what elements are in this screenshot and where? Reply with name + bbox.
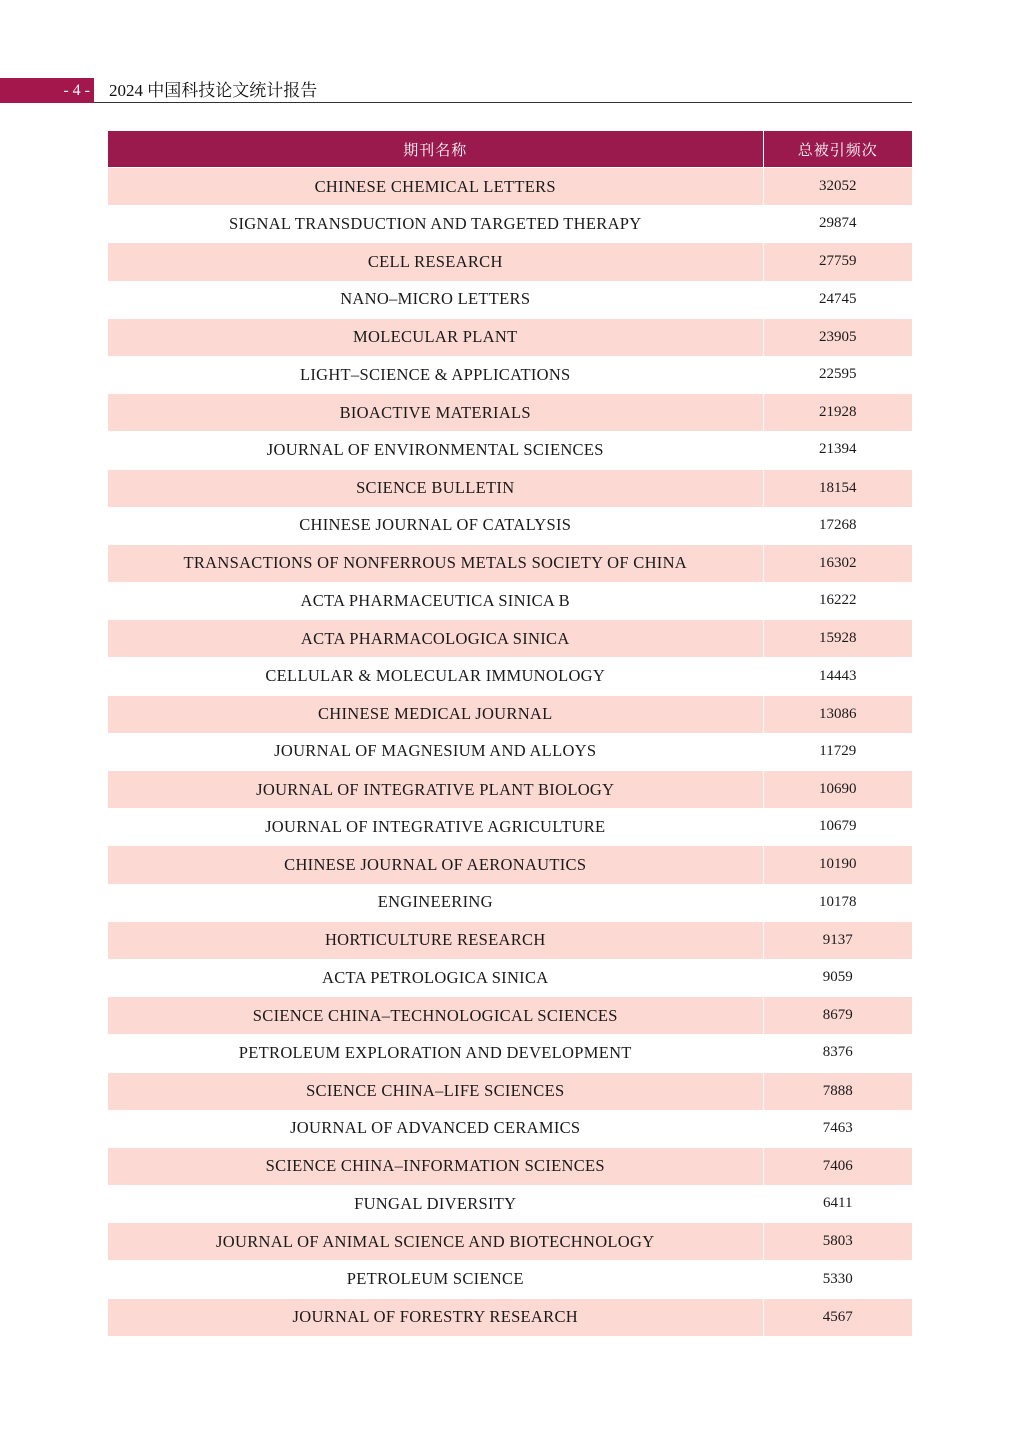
journal-name-cell: TRANSACTIONS OF NONFERROUS METALS SOCIETY OF CHINA bbox=[108, 544, 763, 582]
journal-name-cell: CELL RESEARCH bbox=[108, 243, 763, 281]
journal-name-cell: SCIENCE CHINA–INFORMATION SCIENCES bbox=[108, 1147, 763, 1185]
journal-name-cell: JOURNAL OF MAGNESIUM AND ALLOYS bbox=[274, 741, 597, 761]
journal-name-cell: JOURNAL OF INTEGRATIVE PLANT BIOLOGY bbox=[108, 771, 763, 809]
total-citations-cell: 10190 bbox=[763, 846, 912, 884]
table-row bbox=[108, 507, 912, 545]
journal-name-cell: CHINESE JOURNAL OF AERONAUTICS bbox=[108, 846, 763, 884]
total-citations-cell: 10690 bbox=[763, 771, 912, 809]
total-citations-cell: 13086 bbox=[763, 695, 912, 733]
journal-name-cell: JOURNAL OF ENVIRONMENTAL SCIENCES bbox=[266, 439, 604, 459]
total-citations-cell: 17268 bbox=[763, 507, 912, 545]
journal-name-cell: BIOACTIVE MATERIALS bbox=[108, 394, 763, 432]
table-row bbox=[108, 1223, 912, 1261]
total-citations-cell: 8679 bbox=[763, 997, 912, 1035]
total-citations-cell: 29874 bbox=[763, 205, 912, 243]
table-row bbox=[108, 921, 912, 959]
journal-name-cell: FUNGAL DIVERSITY bbox=[354, 1193, 517, 1213]
journal-name-cell: SCIENCE CHINA–TECHNOLOGICAL SCIENCES bbox=[108, 997, 763, 1035]
table-row bbox=[108, 1034, 912, 1072]
total-citations-cell: 10178 bbox=[763, 884, 912, 922]
table-row bbox=[108, 1185, 912, 1223]
table-row bbox=[108, 168, 912, 206]
journal-name-cell: SCIENCE BULLETIN bbox=[108, 469, 763, 507]
journal-name-cell: SIGNAL TRANSDUCTION AND TARGETED THERAPY bbox=[229, 213, 642, 233]
total-citations-cell: 21928 bbox=[763, 394, 912, 432]
running-title: 2024 中国科技论文统计报告 bbox=[109, 81, 318, 100]
journal-name-cell: JOURNAL OF ANIMAL SCIENCE AND BIOTECHNOLOGY bbox=[108, 1223, 763, 1261]
column-header-journal-name: 期刊名称 bbox=[108, 131, 763, 168]
total-citations-cell: 27759 bbox=[763, 243, 912, 281]
table-row bbox=[108, 620, 912, 658]
journal-name-cell: MOLECULAR PLANT bbox=[108, 318, 763, 356]
table-row bbox=[108, 544, 912, 582]
journal-name-cell: HORTICULTURE RESEARCH bbox=[108, 921, 763, 959]
table-row bbox=[108, 997, 912, 1035]
total-citations-cell: 6411 bbox=[763, 1185, 912, 1223]
journal-name-cell: NANO–MICRO LETTERS bbox=[340, 289, 531, 309]
page-number: - 4 - bbox=[63, 82, 90, 99]
total-citations-cell: 9059 bbox=[763, 959, 912, 997]
journal-citation-table bbox=[108, 131, 912, 1336]
total-citations-cell: 22595 bbox=[763, 356, 912, 394]
table-row bbox=[108, 281, 912, 319]
total-citations-cell: 7888 bbox=[763, 1072, 912, 1110]
table-row bbox=[108, 657, 912, 695]
journal-name-cell: JOURNAL OF FORESTRY RESEARCH bbox=[108, 1298, 763, 1336]
journal-name-cell: ENGINEERING bbox=[377, 892, 493, 912]
column-header-total-citations: 总被引频次 bbox=[763, 131, 912, 168]
table-row bbox=[108, 469, 912, 507]
table-row bbox=[108, 1298, 912, 1336]
table-row bbox=[108, 318, 912, 356]
header-divider bbox=[94, 102, 912, 103]
journal-name-cell: JOURNAL OF ADVANCED CERAMICS bbox=[290, 1118, 581, 1138]
table-row bbox=[108, 846, 912, 884]
total-citations-cell: 10679 bbox=[763, 808, 912, 846]
total-citations-cell: 23905 bbox=[763, 318, 912, 356]
total-citations-cell: 16302 bbox=[763, 544, 912, 582]
table-row bbox=[108, 771, 912, 809]
total-citations-cell: 9137 bbox=[763, 921, 912, 959]
table-row bbox=[108, 1260, 912, 1298]
total-citations-cell: 14443 bbox=[763, 657, 912, 695]
table-row bbox=[108, 884, 912, 922]
table-body bbox=[108, 168, 912, 1336]
journal-name-cell: PETROLEUM EXPLORATION AND DEVELOPMENT bbox=[238, 1042, 632, 1062]
table-header-row bbox=[108, 131, 912, 168]
table-row bbox=[108, 808, 912, 846]
table-row bbox=[108, 582, 912, 620]
journal-name-cell: CHINESE JOURNAL OF CATALYSIS bbox=[299, 515, 572, 535]
journal-name-cell: ACTA PHARMACEUTICA SINICA B bbox=[300, 590, 570, 610]
total-citations-cell: 4567 bbox=[763, 1298, 912, 1336]
journal-name-cell: CHINESE MEDICAL JOURNAL bbox=[108, 695, 763, 733]
journal-name-cell: SCIENCE CHINA–LIFE SCIENCES bbox=[108, 1072, 763, 1110]
total-citations-cell: 21394 bbox=[763, 431, 912, 469]
table-row bbox=[108, 356, 912, 394]
journal-name-cell: ACTA PETROLOGICA SINICA bbox=[321, 967, 549, 987]
table-row bbox=[108, 1110, 912, 1148]
total-citations-cell: 15928 bbox=[763, 620, 912, 658]
table-row bbox=[108, 243, 912, 281]
page-number-tab bbox=[0, 78, 94, 103]
total-citations-cell: 11729 bbox=[763, 733, 912, 771]
journal-name-cell: CHINESE CHEMICAL LETTERS bbox=[108, 168, 763, 206]
table-row bbox=[108, 1072, 912, 1110]
journal-name-cell: ACTA PHARMACOLOGICA SINICA bbox=[108, 620, 763, 658]
journal-name-cell: LIGHT–SCIENCE & APPLICATIONS bbox=[299, 364, 571, 384]
table-row bbox=[108, 959, 912, 997]
total-citations-cell: 8376 bbox=[763, 1034, 912, 1072]
total-citations-cell: 24745 bbox=[763, 281, 912, 319]
total-citations-cell: 16222 bbox=[763, 582, 912, 620]
table-row bbox=[108, 394, 912, 432]
table-row bbox=[108, 695, 912, 733]
journal-name-cell: JOURNAL OF INTEGRATIVE AGRICULTURE bbox=[265, 816, 606, 836]
table-row bbox=[108, 1147, 912, 1185]
total-citations-cell: 7406 bbox=[763, 1147, 912, 1185]
total-citations-cell: 7463 bbox=[763, 1110, 912, 1148]
journal-name-cell: PETROLEUM SCIENCE bbox=[346, 1269, 524, 1289]
journal-name-cell: CELLULAR & MOLECULAR IMMUNOLOGY bbox=[265, 666, 606, 686]
total-citations-cell: 5803 bbox=[763, 1223, 912, 1261]
total-citations-cell: 18154 bbox=[763, 469, 912, 507]
total-citations-cell: 5330 bbox=[763, 1260, 912, 1298]
table-row bbox=[108, 431, 912, 469]
table-row bbox=[108, 733, 912, 771]
total-citations-cell: 32052 bbox=[763, 168, 912, 206]
table-row bbox=[108, 205, 912, 243]
